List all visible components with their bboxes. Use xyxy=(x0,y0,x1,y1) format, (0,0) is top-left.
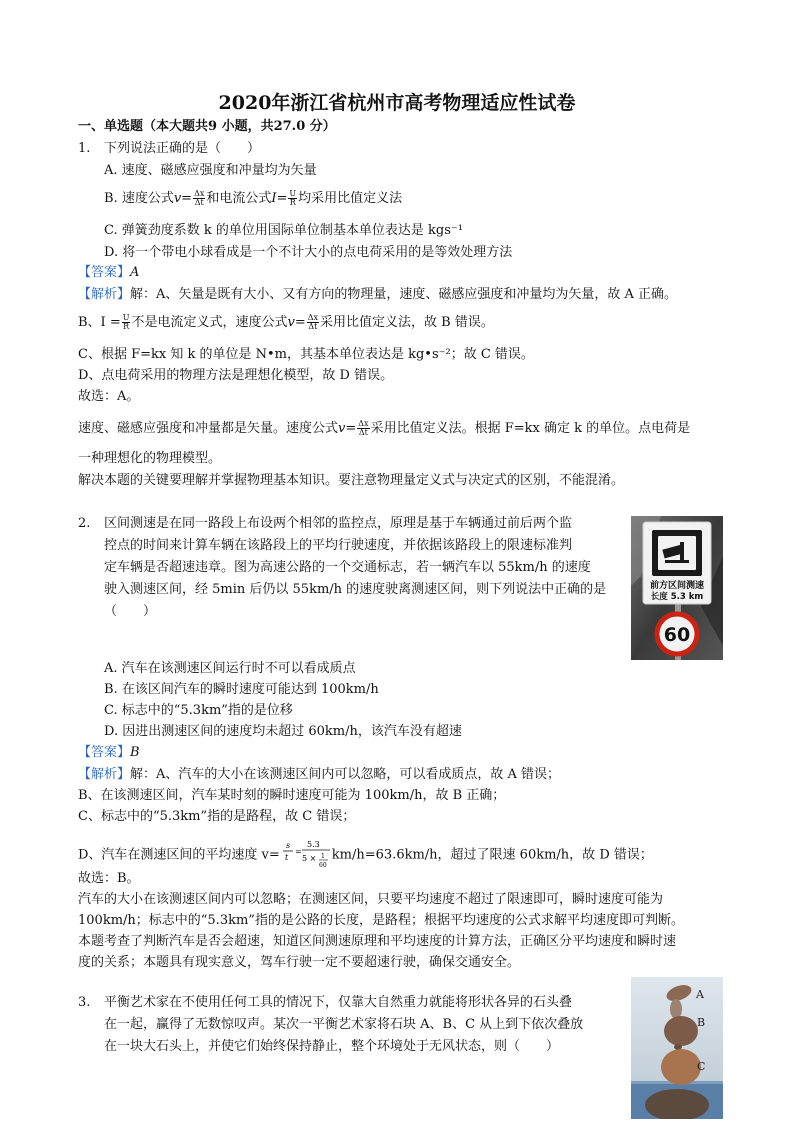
q1-option-b-v: v= xyxy=(173,191,193,206)
svg-text:5 ×: 5 × xyxy=(301,854,317,863)
svg-text:5.3: 5.3 xyxy=(306,840,320,849)
q2-summary-1: 汽车的大小在该测速区间内可以忽略；在测速区间，只要平均速度不超过了限速即可，瞬时速度可能为 xyxy=(78,892,664,907)
fraction: $\frac{U}{R}$ xyxy=(289,189,297,207)
q2-option-b: B. 在该区间汽车的瞬时速度可能达到 100km/h xyxy=(104,682,379,697)
speed-sign-photo xyxy=(631,516,723,660)
q1-option-c: C. 弹簧劲度系数 k 的单位用国际单位制基本单位表达是 kgs⁻¹ xyxy=(104,223,463,238)
svg-text:t: t xyxy=(284,853,289,862)
q1-summary-3: 解决本题的关键要理解并掌握物理基本知识。要注意物理量定义式与决定式的区别，不能混淆。 xyxy=(78,473,625,488)
q1-stem: 下列说法正确的是（ ） xyxy=(104,141,261,156)
q1-summary-1: 速度、磁感应强度和冲量都是矢量。速度公式v= $\frac{\Delta x}{\Delta t}$ 采用比值定义法。根据 F=kx 确定 k 的单位。点电荷是 xyxy=(78,419,691,437)
svg-text:60: 60 xyxy=(318,862,327,869)
q2-option-a: A. 汽车在该测速区间运行时不可以看成质点 xyxy=(104,661,356,676)
stone-label-b: B xyxy=(697,1016,706,1029)
q2-analysis-a: 【解析】解：A、汽车的大小在该测速区间内可以忽略，可以看成质点，故 A 错误； xyxy=(78,767,561,782)
q2-stem-2: 控点的时间来计算车辆在该路段上的平均行驶速度，并依据该路段上的限速标准判 xyxy=(104,538,573,553)
q2-analysis-b: B、在该测速区间，汽车某时刻的瞬时速度可能为 100km/h，故 B 正确； xyxy=(78,788,506,803)
q1-option-d: D. 将一个带电小球看成是一个不计大小的点电荷采用的是等效处理方法 xyxy=(104,245,513,260)
analysis-tag: 【解析】 xyxy=(78,767,131,782)
q3-number: 3. xyxy=(78,995,91,1010)
q2-summary-3: 本题考查了判断汽车是否会超速，知道区间测速原理和平均速度的计算方法，正确区分平均速度和瞬时速 xyxy=(78,934,677,949)
q2-option-c: C. 标志中的“5.3km”指的是位移 xyxy=(104,703,293,718)
page-title: 2020年浙江省杭州市高考物理适应性试卷 xyxy=(218,92,576,114)
q1-option-b xyxy=(104,190,402,208)
q1-option-b-mid: 和电流公式 xyxy=(206,191,272,206)
q3-stem-3: 在一块大石头上，并使它们始终保持静止，整个环境处于无风状态，则（ ） xyxy=(104,1039,560,1054)
q2-stem-5: （ ） xyxy=(104,604,157,619)
q1-analysis-c: C、根据 F=kx 知 k 的单位是 N•m，其基本单位表达是 kg•s⁻²；故 C 错误。 xyxy=(78,347,534,362)
sign-text-2: 长度 5.3 km xyxy=(650,592,704,602)
q3-stem-1: 平衡艺术家在不使用任何工具的情况下，仅靠大自然重力就能将形状各异的石头叠 xyxy=(104,995,573,1010)
q1-option-a: A. 速度、磁感应强度和冲量均为矢量 xyxy=(104,163,317,178)
q1-analysis-d: D、点电荷采用的物理方法是理想化模型，故 D 错误。 xyxy=(78,368,394,383)
q2-stem-1: 区间测速是在同一路段上布设两个相邻的监控点，原理是基于车辆通过前后两个监 xyxy=(104,516,573,531)
q2-choice: 故选：B。 xyxy=(78,871,140,886)
q2-stem-3: 定车辆是否超速违章。图为高速公路的一个交通标志，若一辆汽车以 55km/h 的速度 xyxy=(104,560,591,575)
svg-text:=: = xyxy=(294,847,302,856)
fraction: $\frac{\Delta x}{\Delta t}$ xyxy=(194,189,205,207)
q1-answer: 【答案】A xyxy=(78,265,140,280)
stone-label-c: C xyxy=(697,1060,706,1073)
q2-summary-4: 度的关系；本题具有现实意义，驾车行驶一定不要超速行驶，确保交通安全。 xyxy=(78,955,521,970)
analysis-tag: 【解析】 xyxy=(78,287,131,302)
q2-option-d: D. 因进出测速区间的速度均未超过 60km/h，该汽车没有超速 xyxy=(104,724,462,739)
q1-analysis-b: B、I = $\frac{U}{R}$ 不是电流定义式，速度公式v= $\frac{\Delta x}{\Delta t}$ 采用比值定义法，故 B 错误。 xyxy=(78,313,494,331)
q2-analysis-d: D、汽车在测速区间的平均速度 v= s t = 5.3 5 × 1 60 km/h=63.6km/h，超过了限速 60km/h，故 D 错误； xyxy=(78,838,653,872)
svg-text:s: s xyxy=(285,841,290,850)
q1-summary-2: 一种理想化的物理模型。 xyxy=(78,451,222,466)
answer-tag: 【答案】 xyxy=(78,745,131,760)
svg-text:1: 1 xyxy=(320,853,325,860)
q1-number: 1. xyxy=(78,141,91,156)
q2-number: 2. xyxy=(78,516,91,531)
sign-text-1: 前方区间测速 xyxy=(649,581,705,591)
q2-summary-2: 100km/h；标志中的“5.3km”指的是公路的长度，是路程；根据平均速度的公式求解平均速度即可判断。 xyxy=(78,913,684,928)
q1-analysis-a: 【解析】解：A、矢量是既有大小、又有方向的物理量，速度、磁感应强度和冲量均为矢量，故 A 正确。 xyxy=(78,287,678,302)
q1-option-b-post: 均采用比值定义法 xyxy=(298,191,403,206)
section-heading: 一、单选题（本大题共9 小题，共27.0 分） xyxy=(78,119,336,134)
q2-answer: 【答案】B xyxy=(78,745,140,760)
q2-analysis-c: C、标志中的“5.3km”指的是路程，故 C 错误； xyxy=(78,809,356,824)
q3-stem-2: 在一起，赢得了无数惊叹声。某次一平衡艺术家将石块 A、B、C 从上到下依次叠放 xyxy=(104,1017,584,1032)
average-speed-fraction xyxy=(280,838,332,872)
answer-tag: 【答案】 xyxy=(78,265,131,280)
q2-stem-4: 驶入测速区间，经 5min 后仍以 55km/h 的速度驶离测速区间，则下列说法中正确的是 xyxy=(104,582,607,597)
stone-label-a: A xyxy=(696,988,704,1001)
q1-option-b-i: I= xyxy=(271,191,288,206)
q1-choice: 故选：A。 xyxy=(78,389,140,404)
balanced-stones-photo xyxy=(631,977,723,1119)
q1-option-b-pre: B. 速度公式 xyxy=(104,191,174,206)
sign-speed-limit: 60 xyxy=(663,624,691,646)
